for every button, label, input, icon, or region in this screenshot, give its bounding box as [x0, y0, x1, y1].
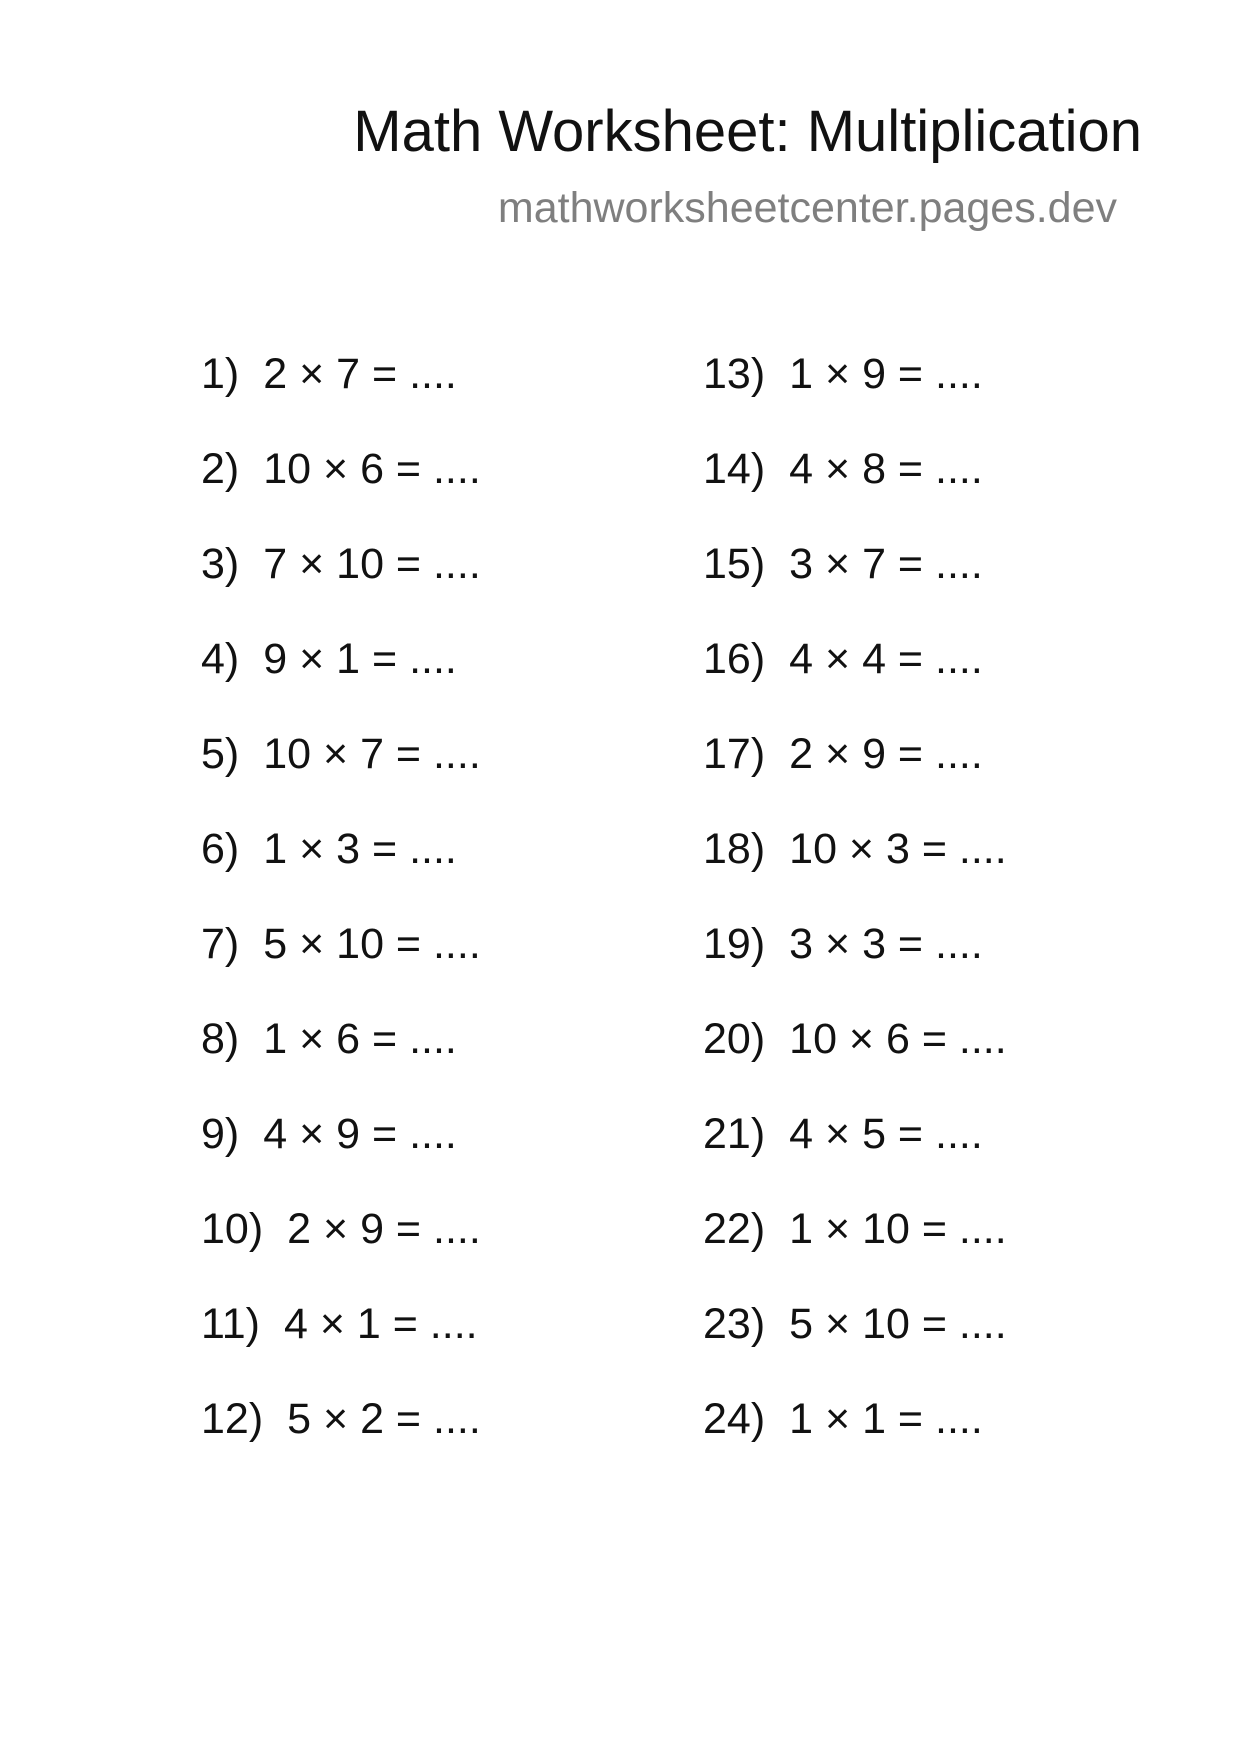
problem-expression: 9 × 1 = ....: [263, 635, 457, 683]
problem-expression: 1 × 6 = ....: [263, 1015, 457, 1063]
problem-13: [703, 345, 1163, 440]
page-title: Math Worksheet: Multiplication: [353, 99, 1142, 164]
problem-expression: 2 × 9 = ....: [287, 1205, 481, 1253]
problem-column-left: [201, 345, 661, 1485]
problem-number: 8): [201, 1015, 240, 1063]
problem-expression: 3 × 7 = ....: [789, 540, 983, 588]
problem-expression: 3 × 3 = ....: [789, 920, 983, 968]
problem-number: 1): [201, 350, 240, 398]
problem-expression: 2 × 9 = ....: [789, 730, 983, 778]
problem-4: [201, 630, 661, 725]
problem-number: 3): [201, 540, 240, 588]
problem-2: [201, 440, 661, 535]
problem-expression: 4 × 4 = ....: [789, 635, 983, 683]
problem-expression: 10 × 6 = ....: [263, 445, 481, 493]
problem-15: [703, 535, 1163, 630]
problem-number: 10): [201, 1205, 264, 1253]
problem-expression: 2 × 7 = ....: [263, 350, 457, 398]
problem-23: [703, 1295, 1163, 1390]
problem-expression: 4 × 8 = ....: [789, 445, 983, 493]
problem-number: 6): [201, 825, 240, 873]
problem-number: 7): [201, 920, 240, 968]
problem-number: 13): [703, 350, 766, 398]
site-url: mathworksheetcenter.pages.dev: [497, 184, 1117, 232]
problem-5: [201, 725, 661, 820]
problem-14: [703, 440, 1163, 535]
problem-number: 20): [703, 1015, 766, 1063]
problem-17: [703, 725, 1163, 820]
problem-20: [703, 1010, 1163, 1105]
problem-24: [703, 1390, 1163, 1485]
problem-10: [201, 1200, 661, 1295]
problem-3: [201, 535, 661, 630]
problem-expression: 5 × 10 = ....: [789, 1300, 1007, 1348]
problem-expression: 7 × 10 = ....: [263, 540, 481, 588]
problem-number: 4): [201, 635, 240, 683]
problem-number: 17): [703, 730, 766, 778]
problem-7: [201, 915, 661, 1010]
problem-number: 2): [201, 445, 240, 493]
problem-number: 18): [703, 825, 766, 873]
problem-6: [201, 820, 661, 915]
problem-number: 21): [703, 1110, 766, 1158]
problem-number: 24): [703, 1395, 766, 1443]
problem-expression: 1 × 9 = ....: [789, 350, 983, 398]
problem-22: [703, 1200, 1163, 1295]
problem-number: 16): [703, 635, 766, 683]
problem-expression: 10 × 3 = ....: [789, 825, 1007, 873]
problem-expression: 1 × 1 = ....: [789, 1395, 983, 1443]
problem-9: [201, 1105, 661, 1200]
problem-1: [201, 345, 661, 440]
problem-16: [703, 630, 1163, 725]
problem-number: 12): [201, 1395, 264, 1443]
problem-expression: 5 × 2 = ....: [287, 1395, 481, 1443]
problem-expression: 4 × 1 = ....: [283, 1300, 478, 1348]
problem-11: [201, 1295, 661, 1390]
problem-number: 9): [201, 1110, 240, 1158]
problem-number: 23): [703, 1300, 766, 1348]
problem-number: 5): [201, 730, 240, 778]
problem-expression: 1 × 3 = ....: [263, 825, 457, 873]
problem-19: [703, 915, 1163, 1010]
worksheet-header: [353, 94, 1142, 170]
problem-18: [703, 820, 1163, 915]
problem-number: 15): [703, 540, 766, 588]
problem-expression: 5 × 10 = ....: [263, 920, 481, 968]
problem-expression: 4 × 9 = ....: [263, 1110, 457, 1158]
problem-expression: 1 × 10 = ....: [789, 1205, 1007, 1253]
problem-number: 14): [703, 445, 766, 493]
problem-column-right: [703, 345, 1163, 1485]
problem-expression: 10 × 7 = ....: [263, 730, 481, 778]
problem-expression: 10 × 6 = ....: [789, 1015, 1007, 1063]
problem-number: 22): [703, 1205, 766, 1253]
problem-21: [703, 1105, 1163, 1200]
problem-8: [201, 1010, 661, 1105]
problem-number: 11): [201, 1300, 260, 1348]
problem-12: [201, 1390, 661, 1485]
problem-expression: 4 × 5 = ....: [789, 1110, 983, 1158]
problem-number: 19): [703, 920, 766, 968]
